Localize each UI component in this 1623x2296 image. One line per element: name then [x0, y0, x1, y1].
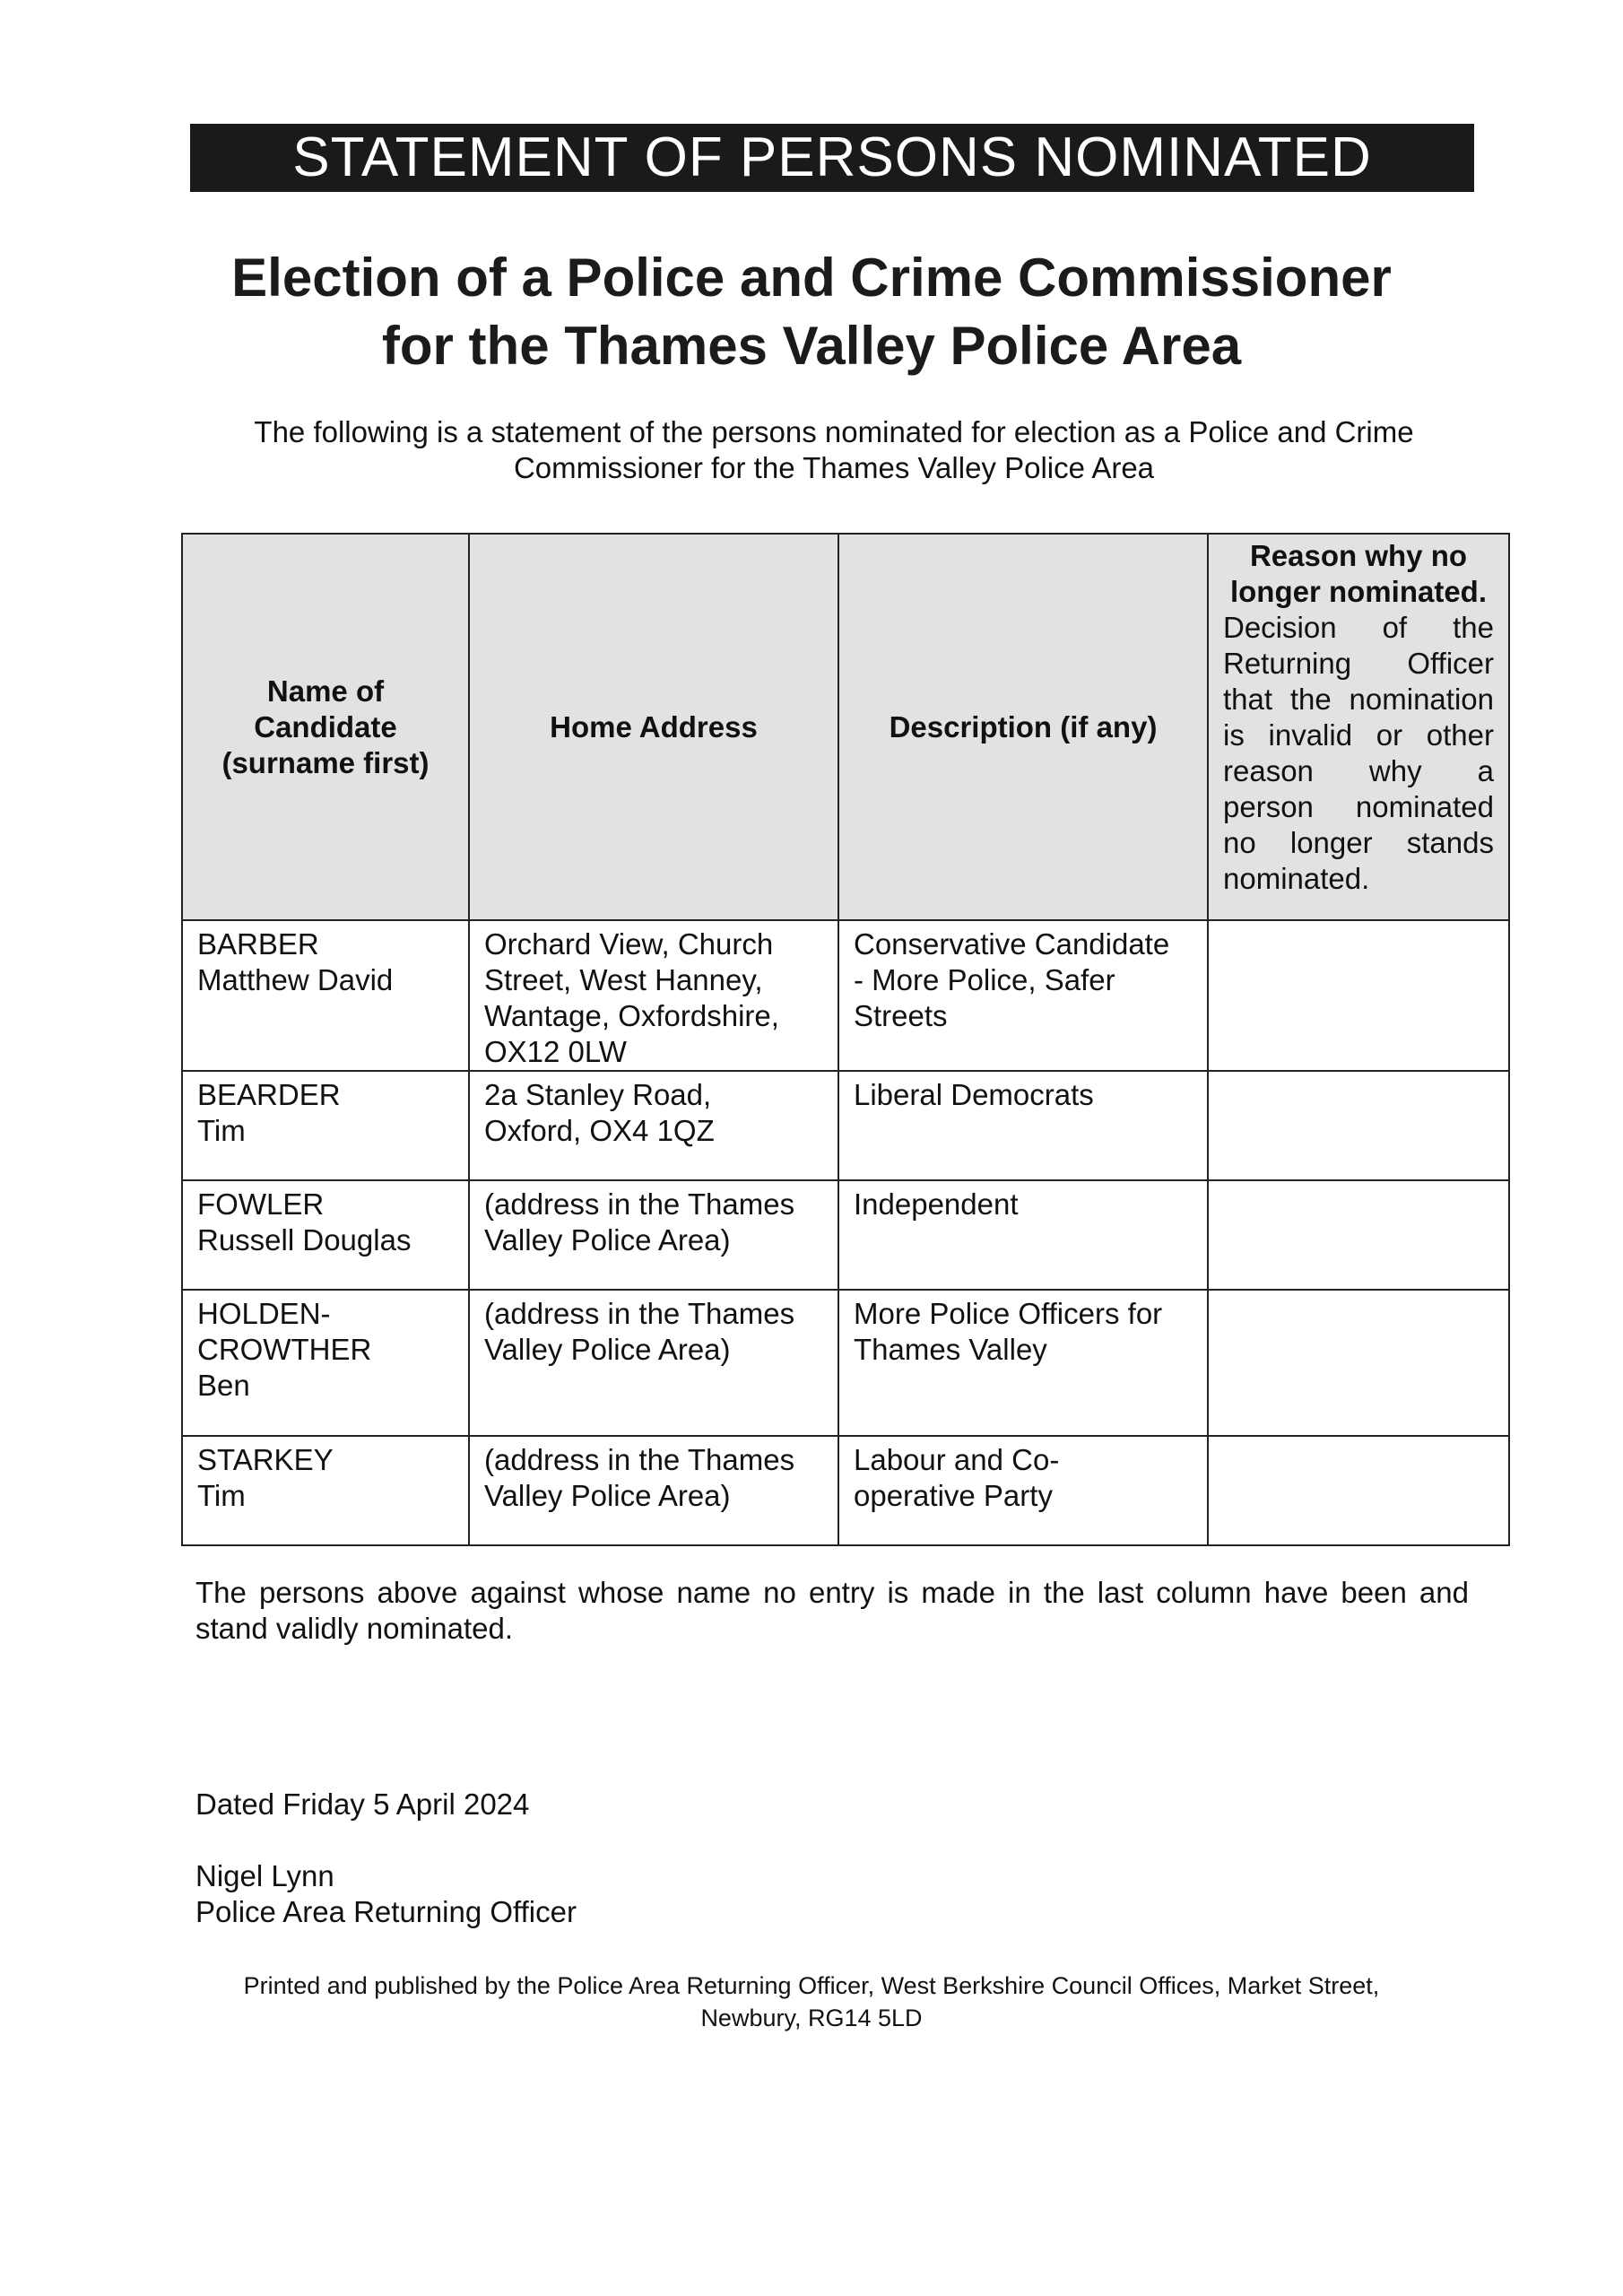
- candidate-forenames: Tim: [197, 1479, 246, 1512]
- candidate-name-cell: [182, 1436, 469, 1545]
- candidate-description-cell: [838, 1071, 1208, 1180]
- header-name-of-candidate: [182, 534, 469, 920]
- candidate-surname: FOWLER: [197, 1187, 325, 1221]
- table-row: [182, 1071, 1509, 1180]
- candidate-reason-cell: [1208, 1071, 1509, 1180]
- nominations-table: [181, 533, 1510, 1546]
- address-line: Street, West Hanney,: [484, 963, 763, 996]
- table-row: [182, 920, 1509, 1071]
- description-line: Labour and Co-: [854, 1443, 1060, 1476]
- description-line: Thames Valley: [854, 1333, 1047, 1366]
- address-line: (address in the Thames: [484, 1443, 795, 1476]
- date-line: Dated Friday 5 April 2024: [195, 1787, 530, 1821]
- description-line: Conservative Candidate: [854, 927, 1170, 961]
- candidate-forenames: Matthew David: [197, 963, 394, 996]
- header-reason-title: Reason why no longer nominated.: [1229, 539, 1487, 608]
- candidate-address-cell: [469, 1180, 838, 1290]
- candidate-address-cell: [469, 1290, 838, 1436]
- candidate-surname: BARBER: [197, 927, 319, 961]
- election-title-line-1: Election of a Police and Crime Commissioner: [231, 248, 1392, 308]
- table-row: [182, 1180, 1509, 1290]
- candidate-surname-continued: CROWTHER: [197, 1333, 372, 1366]
- address-line: Wantage, Oxfordshire,: [484, 999, 779, 1032]
- header-description: Description (if any): [838, 534, 1208, 920]
- imprint-line-1: Printed and published by the Police Area Returning Officer, West Berkshire Council Offices, Market Street,: [243, 1972, 1380, 1999]
- header-name-line-1: Name of: [266, 674, 385, 708]
- address-line: (address in the Thames: [484, 1297, 795, 1330]
- returning-officer-signature: [195, 1858, 577, 1930]
- intro-paragraph: [179, 414, 1488, 486]
- officer-role: Police Area Returning Officer: [195, 1895, 577, 1928]
- imprint-line-2: Newbury, RG14 5LD: [700, 2005, 923, 2031]
- address-line: Valley Police Area): [484, 1479, 731, 1512]
- candidate-description-cell: [838, 1180, 1208, 1290]
- candidate-reason-cell: [1208, 1436, 1509, 1545]
- election-title-line-2: for the Thames Valley Police Area: [381, 316, 1242, 376]
- address-line: Valley Police Area): [484, 1333, 731, 1366]
- header-name-line-3: (surname first): [221, 745, 430, 779]
- candidate-surname: BEARDER: [197, 1078, 341, 1111]
- intro-line-1: The following is a statement of the persons nominated for election as a Police and Crime: [254, 415, 1414, 448]
- candidate-name-cell: [182, 1290, 469, 1436]
- candidate-forenames: Tim: [197, 1114, 246, 1147]
- candidate-description-cell: [838, 920, 1208, 1071]
- description-line: Independent: [854, 1187, 1019, 1221]
- candidate-description-cell: [838, 1290, 1208, 1436]
- candidate-name-cell: [182, 1071, 469, 1180]
- header-reason: [1208, 534, 1509, 920]
- header-name-line-2: Candidate: [254, 709, 397, 744]
- document-banner: STATEMENT OF PERSONS NOMINATED: [190, 124, 1474, 192]
- header-home-address: Home Address: [469, 534, 838, 920]
- header-reason-text: Decision of the Returning Officer that the nomination is invalid or other reason why a person nominated no longer stands nominated.: [1223, 611, 1494, 895]
- table-header-row: [182, 534, 1509, 920]
- candidate-address-cell: [469, 1436, 838, 1545]
- address-line: (address in the Thames: [484, 1187, 795, 1221]
- candidate-name-cell: [182, 1180, 469, 1290]
- description-line: Streets: [854, 999, 948, 1032]
- table-row: [182, 1436, 1509, 1545]
- description-line: operative Party: [854, 1479, 1053, 1512]
- candidate-address-cell: [469, 1071, 838, 1180]
- officer-name: Nigel Lynn: [195, 1859, 334, 1892]
- candidate-reason-cell: [1208, 920, 1509, 1071]
- description-line: - More Police, Safer: [854, 963, 1115, 996]
- candidate-forenames: Russell Douglas: [197, 1223, 412, 1257]
- imprint: [135, 1970, 1488, 2034]
- candidate-surname: HOLDEN-: [197, 1297, 331, 1330]
- candidate-address-cell: [469, 920, 838, 1071]
- election-title: [90, 244, 1533, 380]
- candidate-name-cell: [182, 920, 469, 1071]
- candidate-reason-cell: [1208, 1180, 1509, 1290]
- address-line: OX12 0LW: [484, 1035, 627, 1068]
- description-line: More Police Officers for: [854, 1297, 1163, 1330]
- candidate-forenames: Ben: [197, 1369, 250, 1402]
- address-line: Orchard View, Church: [484, 927, 774, 961]
- description-line: Liberal Democrats: [854, 1078, 1094, 1111]
- validity-statement: The persons above against whose name no entry is made in the last column have been and stand validly nominated.: [195, 1576, 1469, 1645]
- address-line: 2a Stanley Road,: [484, 1078, 712, 1111]
- candidate-description-cell: [838, 1436, 1208, 1545]
- intro-line-2: Commissioner for the Thames Valley Police Area: [513, 451, 1155, 484]
- candidate-reason-cell: [1208, 1290, 1509, 1436]
- address-line: Valley Police Area): [484, 1223, 731, 1257]
- table-row: [182, 1290, 1509, 1436]
- candidate-surname: STARKEY: [197, 1443, 334, 1476]
- address-line: Oxford, OX4 1QZ: [484, 1114, 715, 1147]
